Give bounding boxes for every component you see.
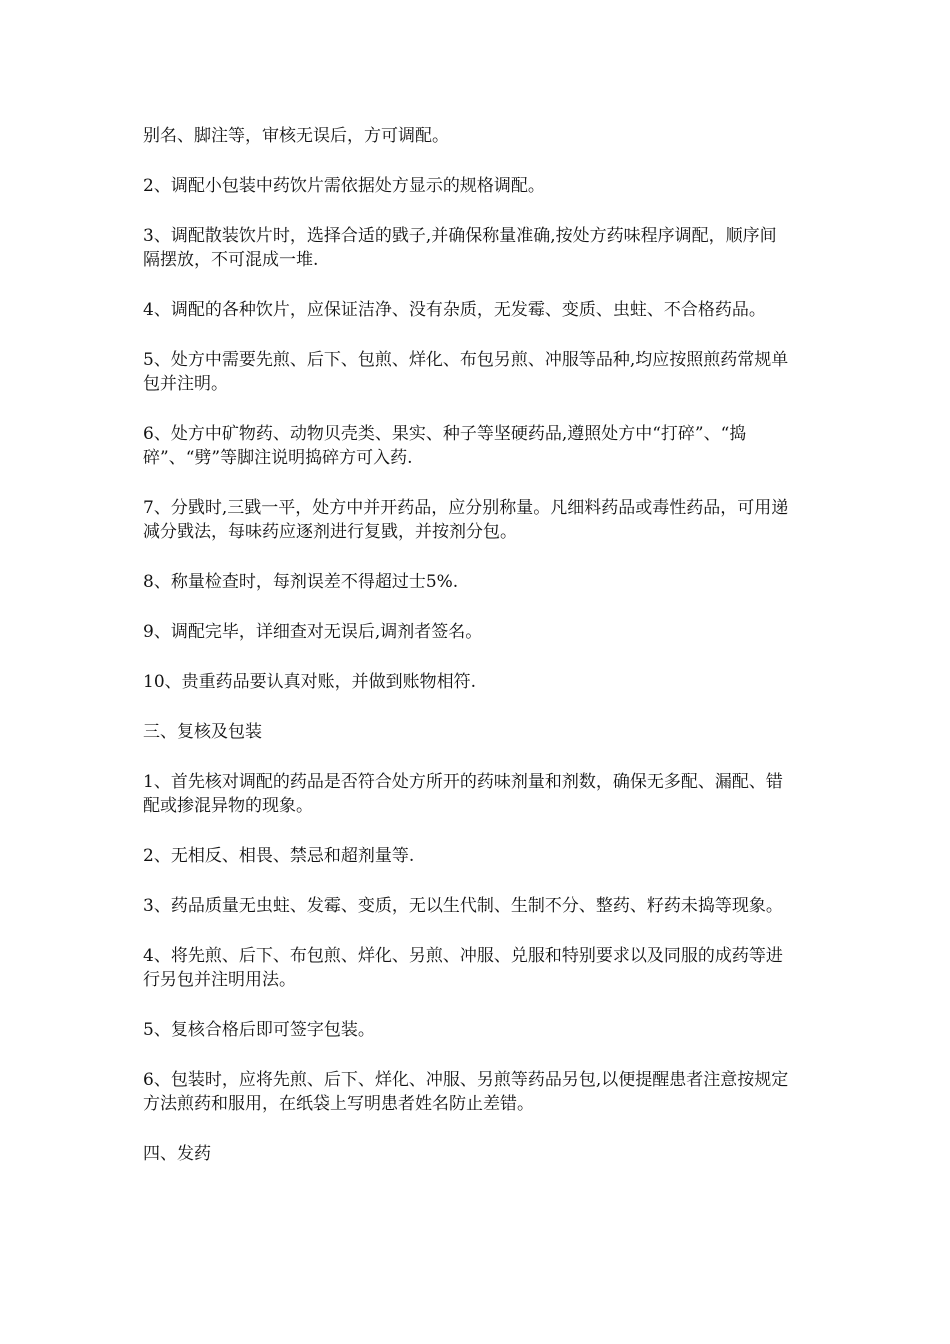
review-item-2: 2、无相反、相畏、禁忌和超剂量等. — [143, 846, 415, 866]
paragraph-item-5: 5、处方中需要先煎、后下、包煎、烊化、布包另煎、冲服等品种,均应按照煎药常规单包并注明。 — [143, 350, 789, 394]
section-heading-dispense: 四、发药 — [143, 1144, 211, 1164]
paragraph-continuation: 别名、脚注等，审核无误后，方可调配。 — [143, 126, 449, 146]
paragraph-item-2: 2、调配小包装中药饮片需依据处方显示的规格调配。 — [143, 176, 545, 196]
review-item-3: 3、药品质量无虫蛀、发霉、变质，无以生代制、生制不分、整药、籽药未捣等现象。 — [143, 896, 783, 916]
paragraph-item-10: 10、贵重药品要认真对账，并做到账物相符. — [143, 672, 477, 692]
document-body — [143, 124, 793, 1192]
section-heading-review-packaging: 三、复核及包装 — [143, 722, 262, 742]
paragraph-item-3: 3、调配散装饮片时，选择合适的戥子,并确保称量准确,按处方药味程序调配，顺序间隔摆放，不可混成一堆. — [143, 226, 777, 270]
paragraph-item-9: 9、调配完毕，详细查对无误后,调剂者签名。 — [143, 622, 483, 642]
paragraph-item-6: 6、处方中矿物药、动物贝壳类、果实、种子等坚硬药品,遵照处方中“打碎”、“捣碎”、“劈”等脚注说明捣碎方可入药. — [143, 424, 747, 468]
review-item-5: 5、复核合格后即可签字包装。 — [143, 1020, 375, 1040]
paragraph-item-4: 4、调配的各种饮片，应保证洁净、没有杂质，无发霉、变质、虫蛀、不合格药品。 — [143, 300, 766, 320]
paragraph-item-7: 7、分戥时,三戥一平，处方中并开药品，应分别称量。凡细料药品或毒性药品，可用递减分戥法，每味药应逐剂进行复戥，并按剂分包。 — [143, 498, 789, 542]
review-item-6: 6、包装时，应将先煎、后下、烊化、冲服、另煎等药品另包,以便提醒患者注意按规定方法煎药和服用，在纸袋上写明患者姓名防止差错。 — [143, 1070, 789, 1114]
review-item-1: 1、首先核对调配的药品是否符合处方所开的药味剂量和剂数，确保无多配、漏配、错配或掺混异物的现象。 — [143, 772, 783, 816]
review-item-4: 4、将先煎、后下、布包煎、烊化、另煎、冲服、兑服和特别要求以及同服的成药等进行另包并注明用法。 — [143, 946, 783, 990]
paragraph-item-8: 8、称量检查时，每剂误差不得超过士5%. — [143, 572, 459, 592]
